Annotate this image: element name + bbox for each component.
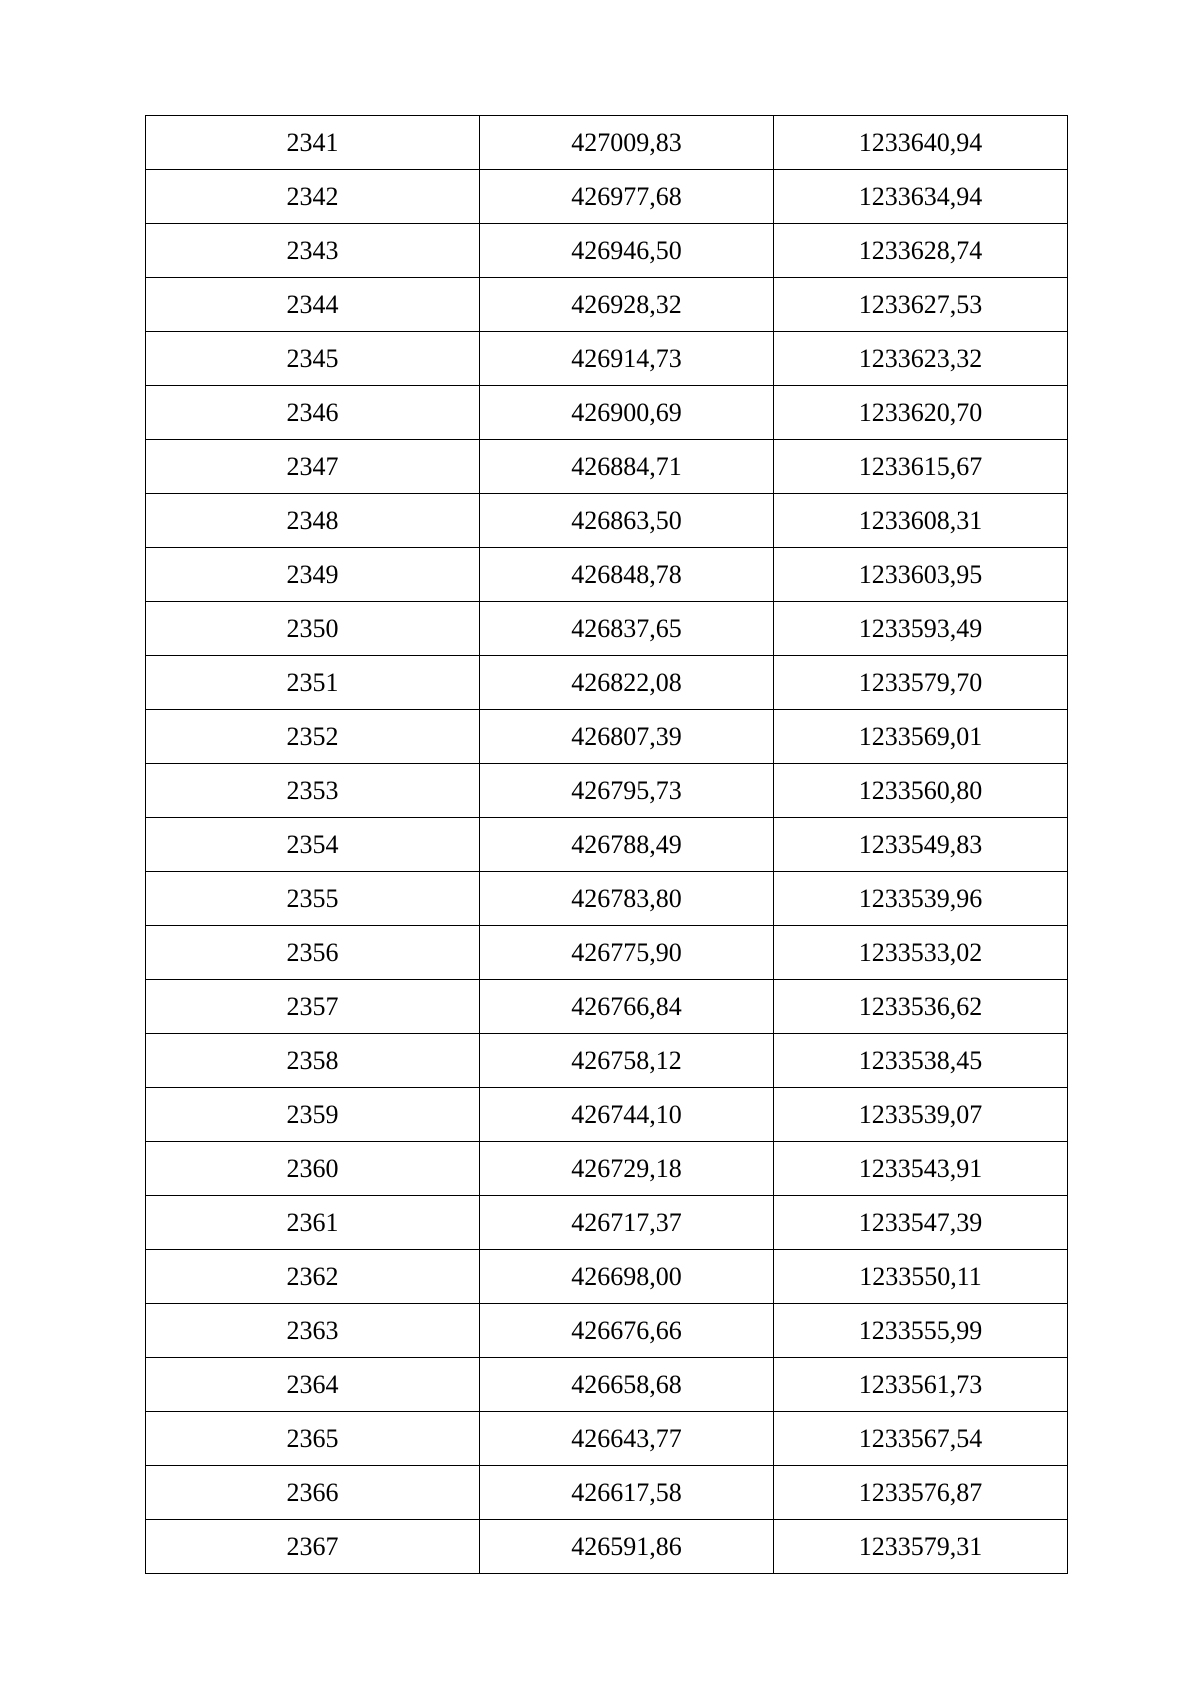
y-coordinate-cell: 1233628,74 xyxy=(774,224,1068,278)
y-coordinate-cell: 1233634,94 xyxy=(774,170,1068,224)
point-number-cell: 2359 xyxy=(146,1088,480,1142)
coordinates-table-body xyxy=(146,116,1068,1574)
point-number-cell: 2345 xyxy=(146,332,480,386)
y-coordinate-cell: 1233539,96 xyxy=(774,872,1068,926)
x-coordinate-cell: 426837,65 xyxy=(480,602,774,656)
x-coordinate-cell: 426643,77 xyxy=(480,1412,774,1466)
table-row xyxy=(146,1088,1068,1142)
point-number-cell: 2352 xyxy=(146,710,480,764)
y-coordinate-cell: 1233555,99 xyxy=(774,1304,1068,1358)
x-coordinate-cell: 426914,73 xyxy=(480,332,774,386)
table-row xyxy=(146,1466,1068,1520)
y-coordinate-cell: 1233533,02 xyxy=(774,926,1068,980)
y-coordinate-cell: 1233560,80 xyxy=(774,764,1068,818)
y-coordinate-cell: 1233536,62 xyxy=(774,980,1068,1034)
table-row xyxy=(146,1304,1068,1358)
point-number-cell: 2354 xyxy=(146,818,480,872)
y-coordinate-cell: 1233549,83 xyxy=(774,818,1068,872)
point-number-cell: 2343 xyxy=(146,224,480,278)
table-row xyxy=(146,224,1068,278)
x-coordinate-cell: 426884,71 xyxy=(480,440,774,494)
table-row xyxy=(146,710,1068,764)
point-number-cell: 2362 xyxy=(146,1250,480,1304)
y-coordinate-cell: 1233627,53 xyxy=(774,278,1068,332)
point-number-cell: 2341 xyxy=(146,116,480,170)
table-row xyxy=(146,656,1068,710)
x-coordinate-cell: 426744,10 xyxy=(480,1088,774,1142)
point-number-cell: 2364 xyxy=(146,1358,480,1412)
point-number-cell: 2360 xyxy=(146,1142,480,1196)
point-number-cell: 2361 xyxy=(146,1196,480,1250)
y-coordinate-cell: 1233539,07 xyxy=(774,1088,1068,1142)
y-coordinate-cell: 1233593,49 xyxy=(774,602,1068,656)
table-row xyxy=(146,926,1068,980)
table-row xyxy=(146,764,1068,818)
y-coordinate-cell: 1233640,94 xyxy=(774,116,1068,170)
x-coordinate-cell: 426977,68 xyxy=(480,170,774,224)
y-coordinate-cell: 1233608,31 xyxy=(774,494,1068,548)
table-row xyxy=(146,1196,1068,1250)
x-coordinate-cell: 427009,83 xyxy=(480,116,774,170)
coordinates-table xyxy=(145,115,1068,1574)
y-coordinate-cell: 1233561,73 xyxy=(774,1358,1068,1412)
x-coordinate-cell: 426717,37 xyxy=(480,1196,774,1250)
table-row xyxy=(146,1412,1068,1466)
point-number-cell: 2347 xyxy=(146,440,480,494)
point-number-cell: 2349 xyxy=(146,548,480,602)
y-coordinate-cell: 1233576,87 xyxy=(774,1466,1068,1520)
point-number-cell: 2350 xyxy=(146,602,480,656)
point-number-cell: 2348 xyxy=(146,494,480,548)
point-number-cell: 2356 xyxy=(146,926,480,980)
table-row xyxy=(146,548,1068,602)
point-number-cell: 2357 xyxy=(146,980,480,1034)
x-coordinate-cell: 426946,50 xyxy=(480,224,774,278)
x-coordinate-cell: 426758,12 xyxy=(480,1034,774,1088)
table-row xyxy=(146,818,1068,872)
table-row xyxy=(146,116,1068,170)
x-coordinate-cell: 426783,80 xyxy=(480,872,774,926)
x-coordinate-cell: 426788,49 xyxy=(480,818,774,872)
x-coordinate-cell: 426900,69 xyxy=(480,386,774,440)
x-coordinate-cell: 426617,58 xyxy=(480,1466,774,1520)
y-coordinate-cell: 1233579,70 xyxy=(774,656,1068,710)
x-coordinate-cell: 426795,73 xyxy=(480,764,774,818)
table-row xyxy=(146,494,1068,548)
x-coordinate-cell: 426848,78 xyxy=(480,548,774,602)
y-coordinate-cell: 1233547,39 xyxy=(774,1196,1068,1250)
x-coordinate-cell: 426766,84 xyxy=(480,980,774,1034)
point-number-cell: 2342 xyxy=(146,170,480,224)
point-number-cell: 2355 xyxy=(146,872,480,926)
table-row xyxy=(146,278,1068,332)
x-coordinate-cell: 426928,32 xyxy=(480,278,774,332)
y-coordinate-cell: 1233569,01 xyxy=(774,710,1068,764)
y-coordinate-cell: 1233615,67 xyxy=(774,440,1068,494)
table-row xyxy=(146,440,1068,494)
y-coordinate-cell: 1233620,70 xyxy=(774,386,1068,440)
y-coordinate-cell: 1233567,54 xyxy=(774,1412,1068,1466)
y-coordinate-cell: 1233579,31 xyxy=(774,1520,1068,1574)
point-number-cell: 2358 xyxy=(146,1034,480,1088)
table-row xyxy=(146,1358,1068,1412)
table-row xyxy=(146,980,1068,1034)
point-number-cell: 2344 xyxy=(146,278,480,332)
table-row xyxy=(146,1250,1068,1304)
x-coordinate-cell: 426698,00 xyxy=(480,1250,774,1304)
table-row xyxy=(146,602,1068,656)
y-coordinate-cell: 1233543,91 xyxy=(774,1142,1068,1196)
table-row xyxy=(146,332,1068,386)
table-row xyxy=(146,1520,1068,1574)
y-coordinate-cell: 1233550,11 xyxy=(774,1250,1068,1304)
x-coordinate-cell: 426658,68 xyxy=(480,1358,774,1412)
point-number-cell: 2353 xyxy=(146,764,480,818)
table-row xyxy=(146,872,1068,926)
point-number-cell: 2367 xyxy=(146,1520,480,1574)
y-coordinate-cell: 1233538,45 xyxy=(774,1034,1068,1088)
x-coordinate-cell: 426676,66 xyxy=(480,1304,774,1358)
point-number-cell: 2363 xyxy=(146,1304,480,1358)
point-number-cell: 2365 xyxy=(146,1412,480,1466)
y-coordinate-cell: 1233603,95 xyxy=(774,548,1068,602)
x-coordinate-cell: 426807,39 xyxy=(480,710,774,764)
table-row xyxy=(146,1034,1068,1088)
x-coordinate-cell: 426729,18 xyxy=(480,1142,774,1196)
x-coordinate-cell: 426863,50 xyxy=(480,494,774,548)
point-number-cell: 2346 xyxy=(146,386,480,440)
point-number-cell: 2366 xyxy=(146,1466,480,1520)
table-row xyxy=(146,386,1068,440)
x-coordinate-cell: 426591,86 xyxy=(480,1520,774,1574)
table-row xyxy=(146,1142,1068,1196)
x-coordinate-cell: 426822,08 xyxy=(480,656,774,710)
y-coordinate-cell: 1233623,32 xyxy=(774,332,1068,386)
point-number-cell: 2351 xyxy=(146,656,480,710)
table-row xyxy=(146,170,1068,224)
x-coordinate-cell: 426775,90 xyxy=(480,926,774,980)
